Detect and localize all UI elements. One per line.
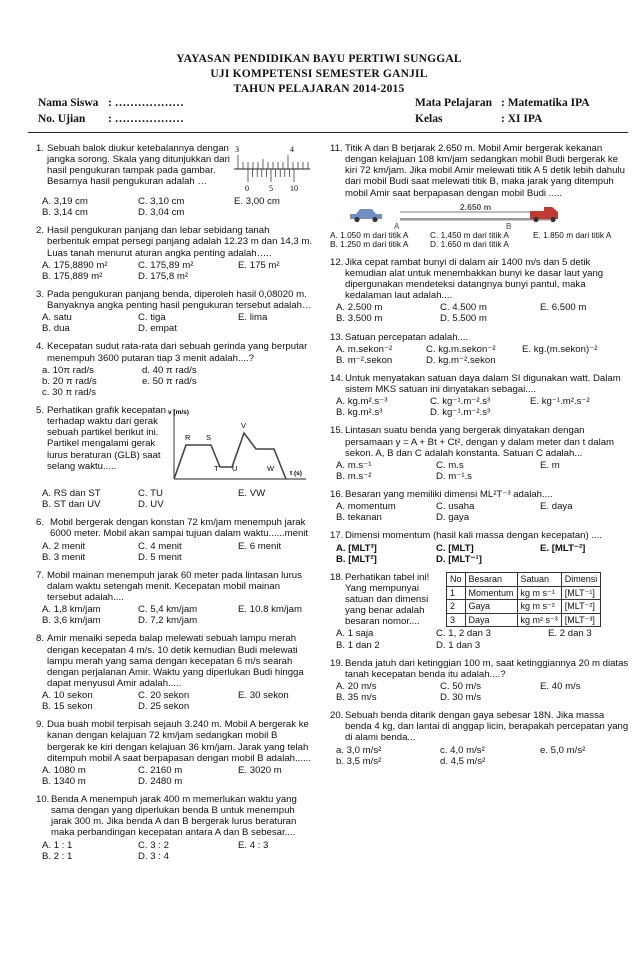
option-a[interactable]: A. satu bbox=[42, 312, 72, 324]
question-text: Benda A menempuh jarak 400 m memerlukan waktu yang sama dengan yang diperlukan benda B untuk menempuh jarak 300 m. Jika benda A dan B bergerak lurus beraturan maka perbandingan kecepatan antara A dan B sebesar.... bbox=[51, 794, 297, 839]
option-c[interactable]: C. kg.m.sekon⁻² bbox=[426, 343, 496, 355]
question-12: 12. Jika cepat rambat bunyi di dalam air 1400 m/s dan 5 detik kemudian alat untuk menembakkan bunyi ke dasar laut yang dipergunakan mendeteksi datangnya bunyi pantul, maka kedalaman laut adalah.... A. 2.500 m C. 4.500 m E. 6.500 m B. 3.500 m D. 5.500 m bbox=[330, 257, 630, 325]
option-a[interactable]: A. 175,8890 m² bbox=[42, 259, 108, 271]
answer-options bbox=[330, 543, 630, 565]
answer-options bbox=[330, 231, 630, 250]
question-text: Dua buah mobil terpisah sejauh 3.240 m. Mobil A bergerak ke kanan dengan kelajuan 72 km/jam sedangkan mobil B bergerak ke kiri dengan kelajuan 36 km/jam. Jarak yang telah ditempuh mobil A saat berpapasan dengan mobil B adalah...... bbox=[47, 719, 312, 764]
answer-options bbox=[330, 302, 630, 324]
option-d[interactable]: d. 4,5 m/s² bbox=[440, 755, 486, 767]
option-d[interactable]: D. [MLT⁻¹] bbox=[436, 553, 482, 565]
option-e[interactable]: E. 3,00 cm bbox=[234, 196, 280, 207]
option-d[interactable]: D. 2480 m bbox=[138, 775, 183, 787]
option-b[interactable]: B. dua bbox=[42, 323, 70, 335]
option-b[interactable]: B. 1 dan 2 bbox=[336, 639, 380, 651]
option-e[interactable]: e. 5,0 m/s² bbox=[540, 744, 586, 756]
point-s: S bbox=[206, 433, 212, 442]
option-c[interactable]: C. 5,4 km/jam bbox=[138, 604, 198, 616]
vernier-scale-figure bbox=[232, 143, 312, 195]
option-b[interactable]: B. m⁻².sekon bbox=[336, 354, 393, 366]
exam-number-label: No. Ujian bbox=[38, 113, 86, 125]
option-c[interactable]: c. 4,0 m/s² bbox=[440, 744, 485, 756]
option-c[interactable]: C. 175,89 m² bbox=[138, 259, 194, 271]
point-v: V bbox=[241, 421, 247, 430]
question-2: 2. Hasil pengukuran panjang dan lebar sebidang tanah berbentuk empat persegi panjang adalah 12.23 m dan 14,3 m. Luas tanah menurut aturan angka penting adalah….. A. 175,8890 m² C. 175,89 m² E. 175 m² B. 175,889 m² D. 175,8 m² bbox=[36, 225, 313, 282]
col-header: Besaran bbox=[465, 572, 517, 586]
exam-number-value: : ……………… bbox=[108, 113, 184, 125]
question-16: 16. Besaran yang memiliki dimensi ML²T⁻³ adalah.... A. momentum C. usaha E. daya B. tekanan D. gaya bbox=[330, 489, 630, 523]
option-c[interactable]: C. usaha bbox=[436, 501, 475, 513]
option-c[interactable]: C. 3,10 cm bbox=[138, 196, 185, 207]
option-b[interactable]: B. 1340 m bbox=[42, 775, 86, 787]
subject-value: : Matematika IPA bbox=[501, 97, 590, 109]
option-e[interactable]: E. 2 dan 3 bbox=[548, 628, 592, 640]
point-u: U bbox=[232, 464, 238, 473]
table-row: 3 Daya kg m² s⁻³ [MLT⁻³] bbox=[447, 613, 601, 627]
school-name: YAYASAN PENDIDIKAN BAYU PERTIWI SUNGGAL bbox=[176, 53, 462, 65]
option-c[interactable]: C. [MLT] bbox=[436, 542, 474, 554]
point-a-label: A bbox=[394, 221, 400, 230]
velocity-time-graph bbox=[166, 405, 312, 487]
option-a[interactable]: a. 3,0 m/s² bbox=[336, 744, 382, 756]
table-row: 2 Gaya kg m s⁻² [MLT⁻²] bbox=[447, 600, 601, 614]
option-c[interactable]: C. m.s bbox=[436, 459, 464, 471]
option-e[interactable]: E. 10.8 km/jam bbox=[238, 604, 302, 616]
question-text: Amir menaiki sepeda balap melewati sebuah lampu merah dengan kecepatan 4 m/s. 10 detik kemudian Budi melewati lampu merah yang sama dengan kecepatan 6 m/s searah dengan perjalanan Amir. Waktu yang diperlukan Budi hingga dapat menyusul Amir adalah..... bbox=[47, 633, 304, 689]
point-w: W bbox=[267, 464, 275, 473]
question-20: 20. Sebuah benda ditarik dengan gaya sebesar 18N. Jika massa benda 4 kg, dan lantai di anggap licin, berapakah percepatan yang di alami benda... a. 3,0 m/s² c. 4,0 m/s² e. 5,0 m/s² b. 3,5 m/s² d. 4,5 m/s² bbox=[330, 710, 629, 767]
question-text: Mobil mainan menempuh jarak 60 meter pada lintasan lurus dalam waktu setengah menit. Kecepatan mobil mainan tersebut adalah.... bbox=[47, 569, 302, 603]
answer-options bbox=[36, 312, 314, 334]
col-header: Dimensi bbox=[561, 572, 601, 586]
question-text: Sebuah benda ditarik dengan gaya sebesar 18N. Jika massa benda 4 kg, dan lantai di anggap licin, berapakah percepatan yang di alami benda... bbox=[345, 710, 629, 744]
answer-options bbox=[330, 396, 630, 418]
answer-options bbox=[36, 604, 314, 626]
question-text: Hasil pengukuran panjang dan lebar sebidang tanah berbentuk empat persegi panjang adalah 12.23 m dan 14,3 m. Luas tanah menurut aturan angka penting adalah….. bbox=[47, 225, 313, 259]
x-axis-label: t (s) bbox=[290, 470, 302, 477]
option-e[interactable]: E. kg⁻¹.m².s⁻² bbox=[530, 396, 590, 408]
question-8: 8. Amir menaiki sepeda balap melewati sebuah lampu merah dengan kecepatan 4 m/s. 10 detik kemudian Budi melewati lampu merah yang sama dengan kecepatan 6 m/s searah dengan perjalanan Amir. Waktu yang diperlukan Budi hingga dapat menyusul Amir adalah..... A. 10 sekon C. 20 sekon E. 30 sekon B. 15 sekon D. 25 sekon bbox=[36, 633, 314, 712]
option-b[interactable]: B. 15 sekon bbox=[42, 701, 93, 713]
answer-options bbox=[330, 344, 630, 366]
left-column bbox=[36, 143, 314, 869]
option-b[interactable]: B. 3.500 m bbox=[336, 313, 383, 325]
option-e[interactable]: E. m bbox=[540, 459, 560, 471]
option-a[interactable]: A. 1 : 1 bbox=[42, 839, 73, 851]
option-a[interactable]: A. 3,19 cm bbox=[42, 196, 88, 207]
option-b[interactable]: B. 2 : 1 bbox=[42, 850, 73, 862]
option-e[interactable]: E. kg.(m.sekon)⁻² bbox=[522, 343, 598, 355]
option-e[interactable]: E. 3020 m bbox=[238, 764, 282, 776]
option-e[interactable]: E. 6.500 m bbox=[540, 302, 587, 314]
option-b[interactable]: B. kg.m².s³ bbox=[336, 407, 383, 419]
question-1: 1. Sebuah balok diukur ketebalannya dengan jangka sorong. Skala yang ditunjukkan dari hasil pengukuran tampak pada gambar. Besarnya hasil pengukuran adalah … 3 4 0 5 10 A. 3,19 cm C. 3,10 cm E. 3,00 cm B. 3,14 cm D. 3,04 cm bbox=[36, 143, 314, 218]
question-4: 4. Kecepatan sudut rata-rata dari sebuah gerinda yang berputar menempuh 3600 putaran tiap 3 menit adalah....? a. 10π rad/s d. 40 π rad/s b. 20 π rad/s e. 50 π rad/s c. 30 π rad/s bbox=[36, 341, 314, 398]
question-10: 10. Benda A menempuh jarak 400 m memerlukan waktu yang sama dengan yang diperlukan benda B untuk menempuh jarak 300 m. Jika benda A dan B bergerak lurus beraturan maka perbandingan kecepatan antara A dan B sebesar.... A. 1 : 1 C. 3 : 2 E. 4 : 3 B. 2 : 1 D. 3 : 4 bbox=[36, 794, 314, 862]
answer-options bbox=[36, 840, 314, 862]
option-a[interactable]: a. 10π rad/s bbox=[42, 364, 94, 376]
header-divider bbox=[28, 132, 628, 133]
option-d[interactable]: D. kg⁻¹.m⁻².s³ bbox=[430, 407, 491, 419]
option-d[interactable]: D. 5.500 m bbox=[440, 313, 487, 325]
option-d[interactable]: d. 40 π rad/s bbox=[142, 364, 197, 376]
question-19: 19. Benda jatuh dari ketinggian 100 m, saat ketinggiannya 20 m diatas tanah kecepatan benda itu adalah....? A. 20 m/s C. 50 m/s E. 40 m/s B. 35 m/s D. 30 m/s bbox=[330, 657, 629, 704]
question-text: Perhatikan grafik kecepatan terhadap waktu dari gerak sebuah partikel berikut ini. Partikel mengalami gerak lurus beraturan (GLB) saat selang waktu..... bbox=[47, 405, 166, 472]
answer-options bbox=[36, 690, 314, 712]
option-d[interactable]: D. 1.650 m dari titik A bbox=[430, 239, 509, 250]
option-e[interactable]: E. 1.850 m dari titik A bbox=[533, 229, 612, 240]
option-c[interactable]: C. 20 sekon bbox=[138, 690, 190, 701]
option-a[interactable]: A. momentum bbox=[336, 501, 396, 513]
question-6: 6. Mobil bergerak dengan konstan 72 km/jam menempuh jarak 6000 meter. Mobil akan sampai tujuan dalam waktu......menit A. 2 menit C. 4 menit E. 6 menit B. 3 menit D. 5 menit bbox=[36, 517, 314, 563]
answer-options bbox=[36, 260, 314, 282]
option-d[interactable]: D. empat bbox=[138, 323, 177, 335]
point-b-label: B bbox=[506, 221, 512, 230]
question-14: 14. Untuk menyatakan satuan daya dalam SI digunakan watt. Dalam sistem MKS satuan ini dinyatakan sebagai.... A. kg.m².s⁻³ C. kg⁻¹.m⁻².s³ E. kg⁻¹.m².s⁻² B. kg.m².s³ D. kg⁻¹.m⁻².s³ bbox=[330, 373, 630, 419]
question-9: 9. Dua buah mobil terpisah sejauh 3.240 m. Mobil A bergerak ke kanan dengan kelajuan 72 km/jam sedangkan mobil B bergerak ke kiri dengan kelajuan 36 km/jam. Jarak yang telah ditempuh mobil A saat berpapasan dengan mobil B adalah...... A. 1080 m C. 2160 m E. 3020 m B. 1340 m D. 2480 m bbox=[36, 719, 314, 787]
class-label: Kelas bbox=[415, 113, 443, 125]
scale-label-4: 4 bbox=[290, 145, 294, 154]
option-a[interactable]: A. 10 sekon bbox=[42, 690, 93, 701]
option-b[interactable]: B. m.s⁻² bbox=[336, 470, 372, 482]
option-c[interactable]: C. tiga bbox=[138, 312, 166, 324]
cars-distance-figure bbox=[330, 200, 626, 230]
option-a[interactable]: A. 20 m/s bbox=[336, 680, 377, 692]
y-axis-label: v (m/s) bbox=[168, 409, 189, 416]
option-e[interactable]: E. 175 m² bbox=[238, 259, 280, 271]
name-value: : ……………… bbox=[108, 97, 184, 109]
question-5: 5. Perhatikan grafik kecepatan terhadap waktu dari gerak sebuah partikel berikut ini. Partikel mengalami gerak lurus beraturan (GLB) saat selang waktu..... v (m/s) t (s) R S T U V W A. RS dan ST C. TU E. VW B. ST dan UV D. UV bbox=[36, 405, 314, 510]
option-c[interactable]: C. kg⁻¹.m⁻².s³ bbox=[430, 396, 491, 408]
answer-options bbox=[330, 628, 630, 650]
option-b[interactable]: B. 1.250 m dari titik A bbox=[330, 239, 409, 250]
table-header-row bbox=[447, 572, 601, 586]
name-label: Nama Siswa bbox=[38, 97, 99, 109]
student-info-right bbox=[415, 95, 590, 127]
option-d[interactable]: D. kg.m⁻².sekon bbox=[426, 354, 496, 366]
option-c[interactable]: C. 1, 2 dan 3 bbox=[436, 628, 491, 640]
option-a[interactable]: A. RS dan ST bbox=[42, 488, 101, 499]
option-d[interactable]: D. 3 : 4 bbox=[138, 850, 169, 862]
option-d[interactable]: D. 25 sekon bbox=[138, 701, 190, 713]
question-text: Pada pengukuran panjang benda, diperoleh hasil 0,08020 m. Banyaknya angka penting hasil pengukuran tersebut adalah… bbox=[47, 288, 312, 311]
option-d[interactable]: D. 175,8 m² bbox=[138, 270, 189, 282]
vernier-label-0: 0 bbox=[245, 184, 249, 193]
answer-options bbox=[330, 681, 630, 703]
point-r: R bbox=[185, 433, 191, 442]
option-b[interactable]: b. 3,5 m/s² bbox=[336, 755, 382, 767]
option-e[interactable]: E. 4 : 3 bbox=[238, 839, 269, 851]
question-15: 15. Lintasan suatu benda yang bergerak dinyatakan dengan persamaan y = A + Bt + Ct², dengan y dalam meter dan t dalam sekon. A, B dan C adalah konstanta. Satuan C adalah... A. m.s⁻¹ C. m.s E. m B. m.s⁻² D. m⁻¹.s bbox=[330, 425, 630, 482]
option-e[interactable]: E. 6 menit bbox=[238, 540, 282, 552]
question-text: Perhatikan tabel ini! Yang mempunyai satuan dan dimensi yang benar adalah besaran nomor.... bbox=[345, 571, 430, 628]
blue-car-icon bbox=[350, 209, 382, 222]
answer-options bbox=[36, 765, 314, 787]
option-d[interactable]: D. gaya bbox=[436, 512, 470, 524]
col-header: No bbox=[447, 572, 466, 586]
option-a[interactable]: A. 2 menit bbox=[42, 540, 86, 552]
option-b[interactable]: B. 3 menit bbox=[42, 551, 86, 563]
option-d[interactable]: D. 1 dan 3 bbox=[436, 639, 481, 651]
option-a[interactable]: A. [MLT³] bbox=[336, 542, 377, 554]
col-header: Satuan bbox=[517, 572, 561, 586]
option-d[interactable]: D. m⁻¹.s bbox=[436, 470, 472, 482]
question-7: 7. Mobil mainan menempuh jarak 60 meter pada lintasan lurus dalam waktu setengah menit. Kecepatan mobil mainan tersebut adalah.... A. 1,8 km/jam C. 5,4 km/jam E. 10.8 km/jam B. 3,6 km/jam D. 7,2 km/jam bbox=[36, 570, 314, 627]
right-column bbox=[330, 143, 630, 774]
option-c[interactable]: C. 4 menit bbox=[138, 540, 182, 552]
scale-label-3: 3 bbox=[235, 145, 239, 154]
distance-label: 2.650 m bbox=[460, 201, 492, 212]
answer-options bbox=[36, 196, 314, 218]
option-d[interactable]: D. UV bbox=[138, 499, 164, 511]
option-b[interactable]: B. tekanan bbox=[336, 512, 382, 524]
option-e[interactable]: E. 40 m/s bbox=[540, 680, 581, 692]
option-d[interactable]: D. 5 menit bbox=[138, 551, 182, 563]
option-c[interactable]: C. 2160 m bbox=[138, 764, 183, 776]
option-d[interactable]: D. 7,2 km/jam bbox=[138, 615, 198, 627]
academic-year: TAHUN PELAJARAN 2014-2015 bbox=[233, 83, 405, 95]
table-row: 1 Momentum kg m s⁻¹ [MLT⁻¹] bbox=[447, 586, 601, 600]
option-a[interactable]: A. m.s⁻¹ bbox=[336, 459, 372, 471]
option-e[interactable]: E. VW bbox=[238, 488, 266, 499]
exam-title: UJI KOMPETENSI SEMESTER GANJIL bbox=[210, 68, 428, 80]
option-c[interactable]: C. 4.500 m bbox=[440, 302, 487, 314]
option-e[interactable]: E. lima bbox=[238, 312, 268, 324]
option-d[interactable]: D. 3,04 cm bbox=[138, 207, 185, 219]
question-text: Jika cepat rambat bunyi di dalam air 1400 m/s dan 5 detik kemudian alat untuk menembakkan bunyi ke dasar laut yang dipergunakan mendeteksi datangnya bunyi pantul, maka kedalaman laut adalah.... bbox=[345, 256, 604, 302]
option-c[interactable]: C. 3 : 2 bbox=[138, 839, 169, 851]
answer-options bbox=[330, 745, 630, 767]
point-t: T bbox=[214, 464, 219, 473]
option-e[interactable]: E. daya bbox=[540, 501, 573, 513]
school-header bbox=[0, 52, 638, 97]
option-a[interactable]: A. 1080 m bbox=[42, 764, 86, 776]
answer-options bbox=[330, 460, 630, 482]
question-text: Lintasan suatu benda yang bergerak dinyatakan dengan persamaan y = A + Bt + Ct², dengan y dalam meter dan t dalam sekon. A, B dan C adalah konstanta. Satuan C adalah... bbox=[345, 425, 615, 459]
option-d[interactable]: D. 30 m/s bbox=[440, 692, 482, 704]
option-a[interactable]: A. 1 saja bbox=[336, 628, 374, 640]
question-text: Sebuah balok diukur ketebalannya dengan jangka sorong. Skala yang ditunjukkan dari hasil pengukuran tampak pada gambar. Besarnya hasil pengukuran adalah … bbox=[47, 143, 230, 188]
vernier-label-10: 10 bbox=[290, 184, 298, 193]
class-value: : XI IPA bbox=[501, 113, 543, 125]
option-b[interactable]: B. 35 m/s bbox=[336, 692, 377, 704]
question-17: 17. Dimensi momentum (hasil kali massa dengan kecepatan) .... A. [MLT³] C. [MLT] E. [MLT⁻²] B. [MLT²] D. [MLT⁻¹] bbox=[330, 530, 630, 564]
option-b[interactable]: B. 3,6 km/jam bbox=[42, 615, 101, 627]
option-b[interactable]: B. [MLT²] bbox=[336, 553, 377, 565]
answer-options bbox=[36, 365, 314, 398]
answer-options bbox=[36, 541, 314, 563]
option-c[interactable]: c. 30 π rad/s bbox=[42, 386, 97, 398]
option-e[interactable]: e. 50 π rad/s bbox=[142, 375, 197, 387]
option-a[interactable]: A. kg.m².s⁻³ bbox=[336, 396, 388, 408]
quantities-table bbox=[446, 572, 601, 628]
option-b[interactable]: B. 3,14 cm bbox=[42, 207, 88, 219]
option-a[interactable]: A. 1,8 km/jam bbox=[42, 604, 101, 616]
option-a[interactable]: A. m.sekon⁻² bbox=[336, 343, 393, 355]
option-e[interactable]: E. 30 sekon bbox=[238, 690, 289, 701]
question-text: Benda jatuh dari ketinggian 100 m, saat ketinggiannya 20 m diatas tanah kecepatan benda itu adalah....? bbox=[345, 657, 629, 680]
option-e[interactable]: E. [MLT⁻²] bbox=[540, 542, 586, 554]
answer-options bbox=[330, 501, 630, 523]
option-b[interactable]: b. 20 π rad/s bbox=[42, 375, 97, 387]
option-b[interactable]: B. 175,889 m² bbox=[42, 270, 103, 282]
option-c[interactable]: C. TU bbox=[138, 488, 163, 499]
option-a[interactable]: A. 1.050 m dari titik A bbox=[330, 229, 409, 240]
question-18: 18. Perhatikan tabel ini! Yang mempunyai satuan dan dimensi yang benar adalah besaran nomor.... No Besaran Satuan Dimensi 1 Momentum kg m s⁻¹ [MLT⁻¹] 2 Gaya kg m s⁻² [MLT⁻²] 3 Daya kg m² s⁻³ [MLT⁻³] A. 1 saja C. 1, 2 dan 3 E. 2 dan 3 B. 1 dan 2 D. 1 dan 3 bbox=[330, 572, 630, 651]
answer-options bbox=[36, 488, 314, 510]
subject-label: Mata Pelajaran bbox=[415, 97, 492, 109]
question-3: 3. Pada pengukuran panjang benda, diperoleh hasil 0,08020 m. Banyaknya angka penting hasil pengukuran tersebut adalah… A. satu C. tiga E. lima B. dua D. empat bbox=[36, 289, 314, 335]
question-text: Besaran yang memiliki dimensi ML²T⁻³ adalah.... bbox=[345, 489, 553, 501]
question-text: Untuk menyatakan satuan daya dalam SI digunakan watt. Dalam sistem MKS satuan ini dinyatakan sebagai.... bbox=[345, 372, 621, 396]
option-a[interactable]: A. 2.500 m bbox=[336, 302, 383, 314]
question-11: 11. Titik A dan B berjarak 2.650 m. Mobil Amir bergerak kekanan dengan kelajuan 108 km/jam sedangkan mobil Budi bergerak ke kiri 72 km/jam. Jika mobil Amir melewati titik A 5 detik lebih dahulu dari mobil Budi saat melewati titik B, maka jarak yang ditempuh mobil Amir saat berpapasan dengan mobil Budi ..... 2.650 m A B A. 1.050 m dari titik A C. 1.450 m dari titik A E. 1.850 m dari titik A B. 1.250 m dari titik A D. 1.650 m dari titik A bbox=[330, 143, 630, 250]
student-info-left bbox=[38, 95, 184, 127]
option-c[interactable]: C. 1.450 m dari titik A bbox=[430, 229, 509, 240]
question-text: Titik A dan B berjarak 2.650 m. Mobil Amir bergerak kekanan dengan kelajuan 108 km/jam sedangkan mobil Budi bergerak ke kiri 72 km/jam. Jika mobil Amir melewati titik A 5 detik lebih dahulu dari mobil Budi saat melewati titik B, maka jarak yang ditempuh mobil Amir saat berpapasan dengan mobil Budi ..... bbox=[345, 143, 625, 199]
option-b[interactable]: B. ST dan UV bbox=[42, 499, 101, 511]
question-text: Dimensi momentum (hasil kali massa dengan kecepatan) .... bbox=[345, 530, 603, 542]
question-text: Mobil bergerak dengan konstan 72 km/jam menempuh jarak 6000 meter. Mobil akan sampai tujuan dalam waktu......menit bbox=[50, 517, 309, 540]
vernier-label-5: 5 bbox=[269, 184, 273, 193]
question-text: Satuan percepatan adalah.... bbox=[345, 331, 469, 343]
option-c[interactable]: C. 50 m/s bbox=[440, 680, 482, 692]
question-13: 13. Satuan percepatan adalah.... A. m.sekon⁻² C. kg.m.sekon⁻² E. kg.(m.sekon)⁻² B. m⁻².sekon D. kg.m⁻².sekon bbox=[330, 332, 630, 366]
question-text: Kecepatan sudut rata-rata dari sebuah gerinda yang berputar menempuh 3600 putaran tiap 3 menit adalah....? bbox=[47, 341, 308, 364]
